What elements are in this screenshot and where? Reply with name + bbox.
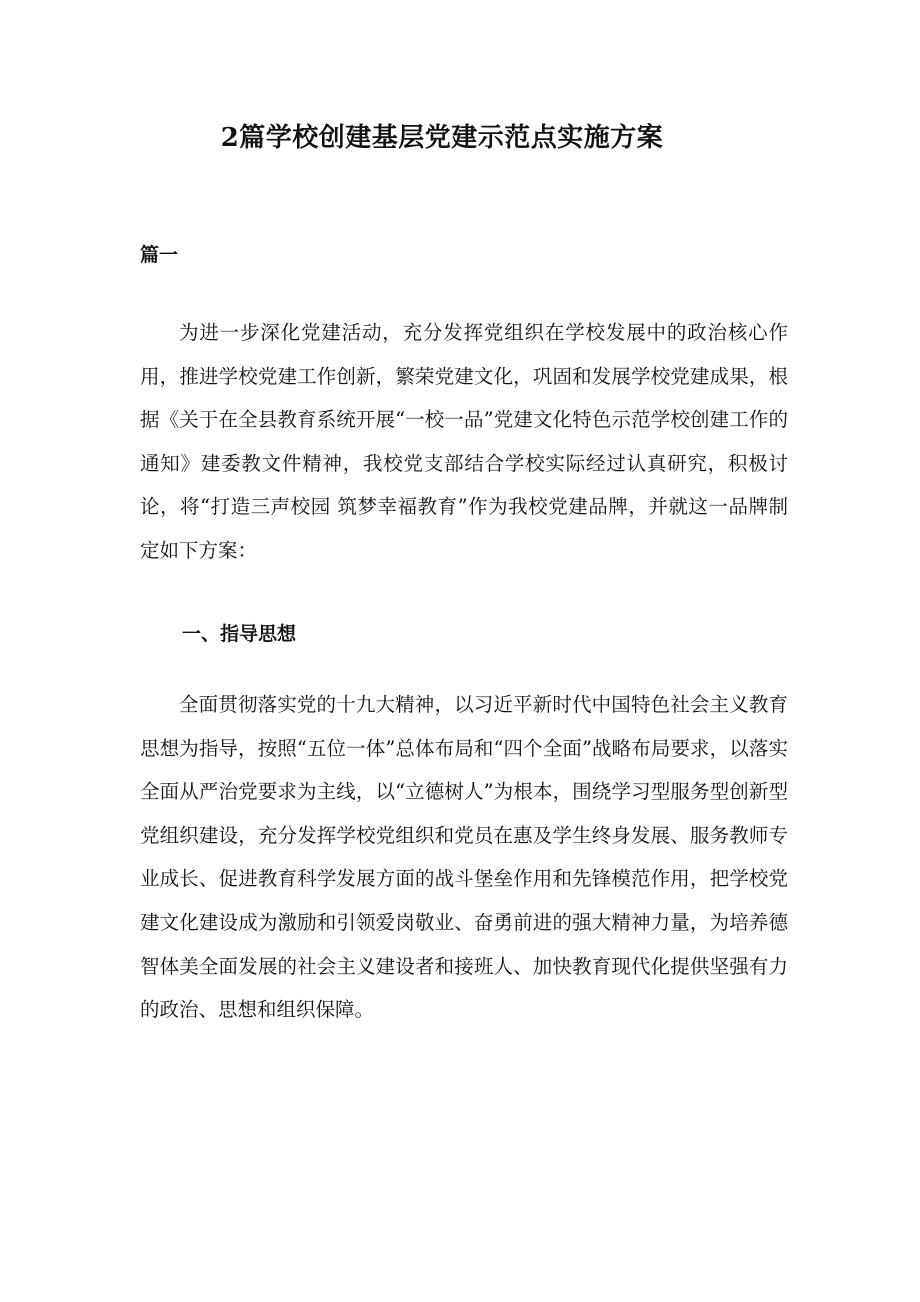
- section-label: 篇一: [140, 244, 179, 266]
- guiding-thought-paragraph: 全面贯彻落实党的十九大精神，以习近平新时代中国特色社会主义教育思想为指导，按照“五位一体”总体布局和“四个全面”战略布局要求，以落实全面从严治党要求为主线，以“立德树人”为根本，围绕学习型服务型创新型党组织建设，充分发挥学校党组织和党员在惠及学生终身发展、服务教师专业成长、促进教育科学发展方面的战斗堡垒作用和先锋模范作用，把学校党建文化建设成为激励和引领爱岗敬业、奋勇前进的强大精神力量，为培养德智体美全面发展的社会主义建设者和接班人、加快教育现代化提供坚强有力的政治、思想和组织保障。: [140, 693, 788, 1022]
- intro-paragraph: 为进一步深化党建活动，充分发挥党组织在学校发展中的政治核心作用，推进学校党建工作创新，繁荣党建文化，巩固和发展学校党建成果，根据《关于在全县教育系统开展“一校一品”党建文化特色示范学校创建工作的通知》建委教文件精神，我校党支部结合学校实际经过认真研究，积极讨论，将“打造三声校园 筑梦幸福教育”作为我校党建品牌，并就这一品牌制定如下方案：: [140, 321, 788, 562]
- document-title: 2篇学校创建基层党建示范点实施方案: [220, 123, 664, 153]
- guiding-thought-heading: 一、指导思想: [182, 623, 297, 645]
